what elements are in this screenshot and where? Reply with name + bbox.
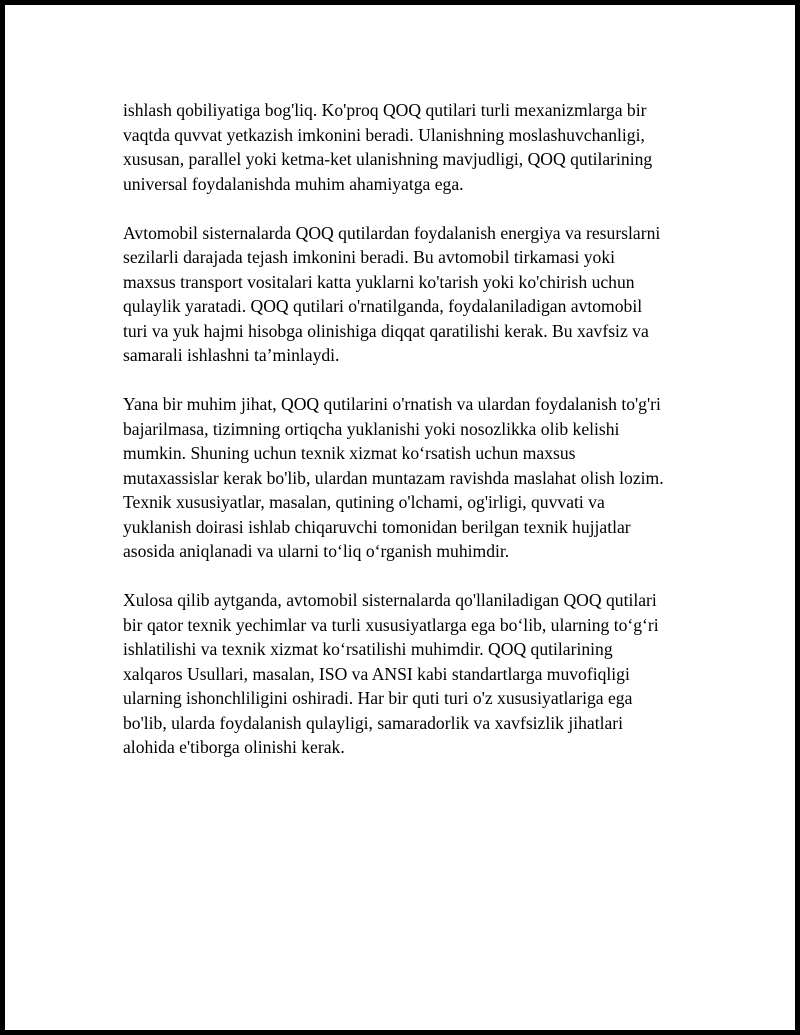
text-line: bir qator texnik yechimlar va turli xususiyatlarga ega bo‘lib, ularning to‘g‘ri [123, 614, 659, 635]
text-line: mutaxassislar kerak bo'lib, ulardan muntazam ravishda maslahat olish lozim. [123, 467, 664, 488]
text-line: universal foydalanishda muhim ahamiyatga ega. [123, 173, 464, 194]
text-line: Xulosa qilib aytganda, avtomobil sisternalarda qo'llaniladigan QOQ qutilari [123, 590, 657, 610]
text-line: vaqtda quvvat yetkazish imkonini beradi. Ulanishning moslashuvchanligi, [123, 124, 645, 145]
text-line: bo'lib, ularda foydalanish qulayligi, samaradorlik va xavfsizlik jihatlari [123, 712, 624, 733]
text-line: ularning ishonchliligini oshiradi. Har bir quti turi o'z xususiyatlariga ega [123, 688, 633, 708]
text-line: yuklanish doirasi ishlab chiqaruvchi tomonidan berilgan texnik hujjatlar [123, 516, 631, 537]
text-line: xalqaros Usullari, masalan, ISO va ANSI kabi standartlarga muvofiqligi [123, 663, 630, 684]
text-line: turi va yuk hajmi hisobga olinishiga diqqat qaratilishi kerak. Bu xavfsiz va [123, 320, 649, 341]
document-body [123, 98, 703, 784]
text-line: samarali ishlashni ta’minlaydi. [123, 345, 340, 365]
text-line: maxsus transport vositalari katta yuklarni ko'tarish yoki ko'chirish uchun [123, 271, 635, 292]
text-line: bajarilmasa, tizimning ortiqcha yuklanishi yoki nosozlikka olib kelishi [123, 418, 620, 439]
paragraph-3 [123, 392, 703, 564]
paragraph-2 [123, 221, 703, 368]
text-line: mumkin. Shuning uchun texnik xizmat ko‘rsatish uchun maxsus [123, 443, 576, 463]
text-line: Texnik xususiyatlar, masalan, qutining o'lchami, og'irligi, quvvati va [123, 492, 605, 512]
text-line: ishlash qobiliyatiga bog'liq. Ko'proq QOQ qutilari turli mexanizmlarga bir [123, 100, 647, 120]
paragraph-4 [123, 588, 703, 760]
text-line: asosida aniqlanadi va ularni to‘liq o‘rganish muhimdir. [123, 541, 510, 561]
paragraph-1 [123, 98, 703, 196]
text-line: qulaylik yaratadi. QOQ qutilari o'rnatilganda, foydalaniladigan avtomobil [123, 296, 643, 316]
text-line: alohida e'tiborga olinishi kerak. [123, 737, 345, 757]
text-line: Yana bir muhim jihat, QOQ qutilarini o'rnatish va ulardan foydalanish to'g'ri [123, 394, 661, 414]
text-line: xususan, parallel yoki ketma-ket ulanishning mavjudligi, QOQ qutilarining [123, 149, 653, 169]
text-line: ishlatilishi va texnik xizmat ko‘rsatilishi muhimdir. QOQ qutilarining [123, 639, 613, 659]
text-line: sezilarli darajada tejash imkonini beradi. Bu avtomobil tirkamasi yoki [123, 247, 616, 267]
text-line: Avtomobil sisternalarda QOQ qutilardan foydalanish energiya va resurslarni [123, 222, 661, 243]
